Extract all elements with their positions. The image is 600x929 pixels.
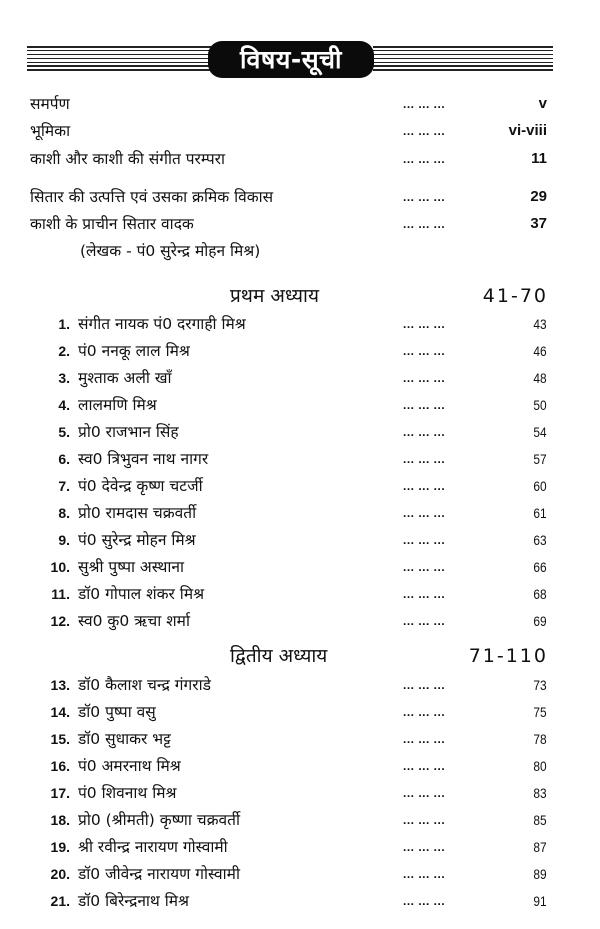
page-number: 37 (530, 215, 547, 232)
page-number: 87 (533, 839, 547, 855)
page-number: 73 (533, 677, 547, 693)
entry-name: पं0 ननकू लाल मिश्र (78, 342, 190, 360)
page-number: 75 (533, 704, 547, 720)
page-number: 69 (533, 613, 547, 629)
leader-dots: ... ... ... (403, 840, 446, 854)
entry-label: काशी और काशी की संगीत परम्परा (30, 150, 225, 168)
leader-dots: ... ... ... (403, 705, 446, 719)
chapter-title: प्रथम अध्याय (230, 285, 319, 307)
toc-entry (0, 211, 600, 237)
toc-entry (0, 338, 600, 364)
entry-number: 16. (50, 758, 70, 774)
entry-name: मुश्ताक अली खाँ (78, 369, 172, 387)
entry-name: प्रो0 (श्रीमती) कृष्णा चक्रवर्ती (78, 811, 241, 829)
page-number: 89 (533, 866, 547, 882)
entry-name: डॉ0 कैलाश चन्द्र गंगराडे (78, 676, 211, 694)
entry-name: प्रो0 रामदास चक्रवर्ती (78, 504, 197, 522)
entry-number: 9. (58, 532, 70, 548)
toc-entry (0, 311, 600, 337)
entry-name: श्री रवीन्द्र नारायण गोस्वामी (78, 838, 228, 856)
page-number: 29 (530, 188, 547, 205)
entry-name: सुश्री पुष्पा अस्थाना (78, 558, 185, 576)
toc-entry (0, 726, 600, 752)
decorative-stripes-right (373, 46, 553, 73)
page-number: 80 (533, 758, 547, 774)
toc-entry (0, 672, 600, 698)
entry-number: 11. (51, 586, 70, 602)
entry-name: लालमणि मिश्र (78, 396, 157, 414)
leader-dots: ... ... ... (403, 97, 446, 111)
page-number: 68 (533, 586, 547, 602)
entry-name: पं0 अमरनाथ मिश्र (78, 757, 181, 775)
leader-dots: ... ... ... (403, 425, 446, 439)
page-number: 61 (533, 505, 547, 521)
page-number: 43 (533, 316, 547, 332)
entry-number: 1. (58, 316, 70, 332)
page-number: 46 (533, 343, 547, 359)
toc-entry (0, 419, 600, 445)
page-title: विषय-सूची (208, 41, 374, 78)
leader-dots: ... ... ... (403, 190, 446, 204)
decorative-stripes-left (27, 46, 211, 73)
entry-number: 8. (58, 505, 70, 521)
toc-entry (0, 527, 600, 553)
toc-entry (0, 608, 600, 634)
entry-number: 2. (58, 343, 70, 359)
entry-name: प्रो0 राजभान सिंह (78, 423, 179, 441)
page-number: 60 (533, 478, 547, 494)
toc-entry-author-note (0, 238, 600, 264)
toc-entry (0, 699, 600, 725)
entry-number: 7. (58, 478, 70, 494)
page-number: 83 (533, 785, 547, 801)
toc-entry (0, 500, 600, 526)
toc-header (27, 40, 553, 80)
entry-number: 15. (50, 731, 70, 747)
toc-entry (0, 581, 600, 607)
entry-number: 4. (58, 397, 70, 413)
leader-dots: ... ... ... (403, 759, 446, 773)
leader-dots: ... ... ... (403, 124, 446, 138)
entry-label: सितार की उत्पत्ति एवं उसका क्रमिक विकास (30, 188, 274, 206)
page-number: 63 (533, 532, 547, 548)
leader-dots: ... ... ... (403, 867, 446, 881)
chapter-heading-2 (0, 641, 600, 671)
entry-number: 6. (58, 451, 70, 467)
toc-entry (0, 473, 600, 499)
leader-dots: ... ... ... (403, 894, 446, 908)
toc-entry (0, 184, 600, 210)
entry-name: डॉ0 जीवेन्द्र नारायण गोस्वामी (78, 865, 240, 883)
page-number: 66 (533, 559, 547, 575)
entry-name: डॉ0 पुष्पा वसु (78, 703, 156, 721)
page-number: 57 (533, 451, 547, 467)
leader-dots: ... ... ... (403, 479, 446, 493)
page-number: 85 (533, 812, 547, 828)
entry-name: स्व0 त्रिभुवन नाथ नागर (78, 450, 209, 468)
toc-entry (0, 392, 600, 418)
leader-dots: ... ... ... (403, 152, 446, 166)
page-number: 78 (533, 731, 547, 747)
leader-dots: ... ... ... (403, 614, 446, 628)
entry-number: 17. (50, 785, 70, 801)
chapter-heading-1 (0, 281, 600, 311)
author-note: (लेखक - पं0 सुरेन्द्र मोहन मिश्र) (80, 242, 261, 260)
leader-dots: ... ... ... (403, 371, 446, 385)
leader-dots: ... ... ... (403, 813, 446, 827)
entry-name: पं0 शिवनाथ मिश्र (78, 784, 177, 802)
toc-entry-dedication (0, 91, 600, 117)
toc-entry (0, 780, 600, 806)
chapter-page-range: 71-110 (468, 645, 548, 667)
page-number: 48 (533, 370, 547, 386)
toc-entry (0, 146, 600, 172)
entry-name: डॉ0 गोपाल शंकर मिश्र (78, 585, 205, 603)
leader-dots: ... ... ... (403, 587, 446, 601)
leader-dots: ... ... ... (403, 533, 446, 547)
page-number: 54 (533, 424, 547, 440)
entry-label: समर्पण (30, 95, 70, 113)
page-number: 91 (533, 893, 547, 909)
entry-number: 5. (58, 424, 70, 440)
toc-entry (0, 888, 600, 914)
toc-entry (0, 446, 600, 472)
leader-dots: ... ... ... (403, 217, 446, 231)
leader-dots: ... ... ... (403, 452, 446, 466)
toc-entry (0, 861, 600, 887)
entry-number: 19. (50, 839, 70, 855)
entry-label: भूमिका (30, 122, 71, 140)
leader-dots: ... ... ... (403, 506, 446, 520)
entry-number: 12. (50, 613, 70, 629)
page-number: 11 (531, 150, 547, 167)
leader-dots: ... ... ... (403, 560, 446, 574)
page-number: 50 (533, 397, 547, 413)
entry-name: स्व0 कु0 ऋचा शर्मा (78, 612, 190, 630)
entry-name: संगीत नायक पं0 दरगाही मिश्र (78, 315, 246, 333)
entry-number: 13. (50, 677, 70, 693)
leader-dots: ... ... ... (403, 732, 446, 746)
entry-label: काशी के प्राचीन सितार वादक (30, 215, 194, 233)
leader-dots: ... ... ... (403, 678, 446, 692)
toc-entry (0, 753, 600, 779)
toc-entry (0, 554, 600, 580)
entry-number: 18. (50, 812, 70, 828)
chapter-title: द्वितीय अध्याय (230, 645, 328, 667)
entry-number: 14. (50, 704, 70, 720)
chapter-page-range: 41-70 (482, 285, 548, 307)
leader-dots: ... ... ... (403, 786, 446, 800)
toc-entry (0, 834, 600, 860)
leader-dots: ... ... ... (403, 398, 446, 412)
entry-number: 10. (50, 559, 70, 575)
page-number: v (538, 95, 547, 112)
entry-number: 20. (50, 866, 70, 882)
leader-dots: ... ... ... (403, 344, 446, 358)
entry-name: पं0 देवेन्द्र कृष्ण चटर्जी (78, 477, 203, 495)
toc-entry (0, 807, 600, 833)
entry-number: 21. (50, 893, 70, 909)
entry-name: डॉ0 बिरेन्द्रनाथ मिश्र (78, 892, 190, 910)
entry-number: 3. (58, 370, 70, 386)
entry-name: पं0 सुरेन्द्र मोहन मिश्र (78, 531, 196, 549)
toc-entry-preface (0, 118, 600, 144)
entry-name: डॉ0 सुधाकर भट्ट (78, 730, 171, 748)
page-number: vi-viii (508, 122, 547, 139)
leader-dots: ... ... ... (403, 317, 446, 331)
toc-entry (0, 365, 600, 391)
